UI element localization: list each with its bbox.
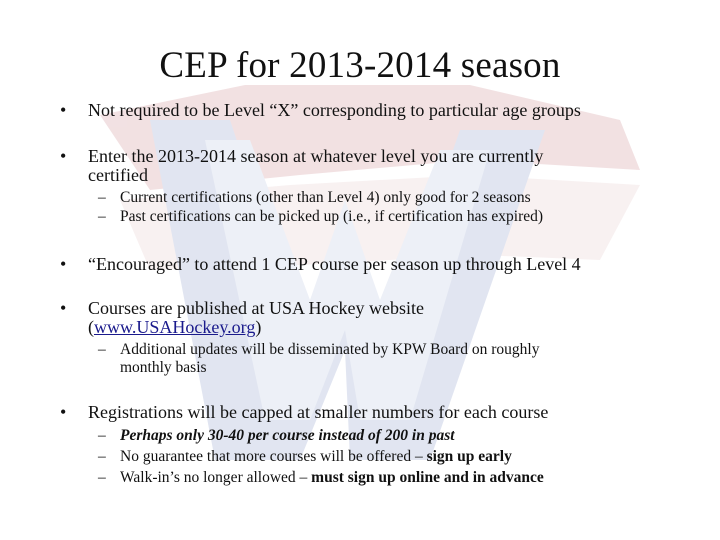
bullet-text: Enter the 2013-2014 season at whatever level you are currently (88, 146, 544, 166)
sub-bullet-text (120, 447, 680, 466)
slide-title: CEP for 2013-2014 season (159, 45, 561, 86)
bullet-glyph: • (60, 146, 67, 166)
sub-bullet-text: Additional updates will be disseminated by KPW Board on roughly (120, 341, 540, 358)
bullet-text-continued (88, 317, 688, 337)
dash-glyph: – (98, 469, 106, 486)
paren-close: ) (255, 317, 262, 337)
dash-glyph: – (98, 208, 106, 225)
bullet-glyph: • (60, 298, 67, 318)
bullet-text-continued: certified (88, 165, 148, 185)
bullet-text: “Encouraged” to attend 1 CEP course per season up through Level 4 (88, 254, 581, 274)
sub-bullet-text-continued: monthly basis (120, 359, 207, 376)
bullet-glyph: • (60, 402, 67, 422)
sub-bullet-text: Perhaps only 30-40 per course instead of 200 in past (120, 427, 455, 444)
sub-text-plain: No guarantee that more courses will be offered – (120, 448, 427, 465)
dash-glyph: – (98, 427, 106, 444)
sub-text-plain: Walk-in’s no longer allowed – (120, 469, 312, 486)
bullet-text: Courses are published at USA Hockey website (88, 298, 424, 318)
bullet-text: Registrations will be capped at smaller numbers for each course (88, 402, 549, 422)
usahockey-website-link[interactable]: www.USAHockey.org (94, 317, 256, 337)
bullet-text: Not required to be Level “X” corresponding to particular age groups (88, 100, 581, 120)
sub-bullet-text: Past certifications can be picked up (i.e., if certification has expired) (120, 208, 544, 225)
bullet-glyph: • (60, 100, 67, 120)
dash-glyph: – (98, 448, 106, 465)
dash-glyph: – (98, 189, 106, 206)
dash-glyph: – (98, 341, 106, 358)
sub-text-bold: must sign up online and in advance (311, 469, 544, 486)
sub-bullet-text (120, 468, 680, 487)
sub-bullet-text: Current certifications (other than Level 4) only good for 2 seasons (120, 189, 531, 206)
sub-text-bold: sign up early (426, 448, 512, 465)
paren-open: ( (88, 317, 94, 337)
bullet-glyph: • (60, 254, 67, 274)
